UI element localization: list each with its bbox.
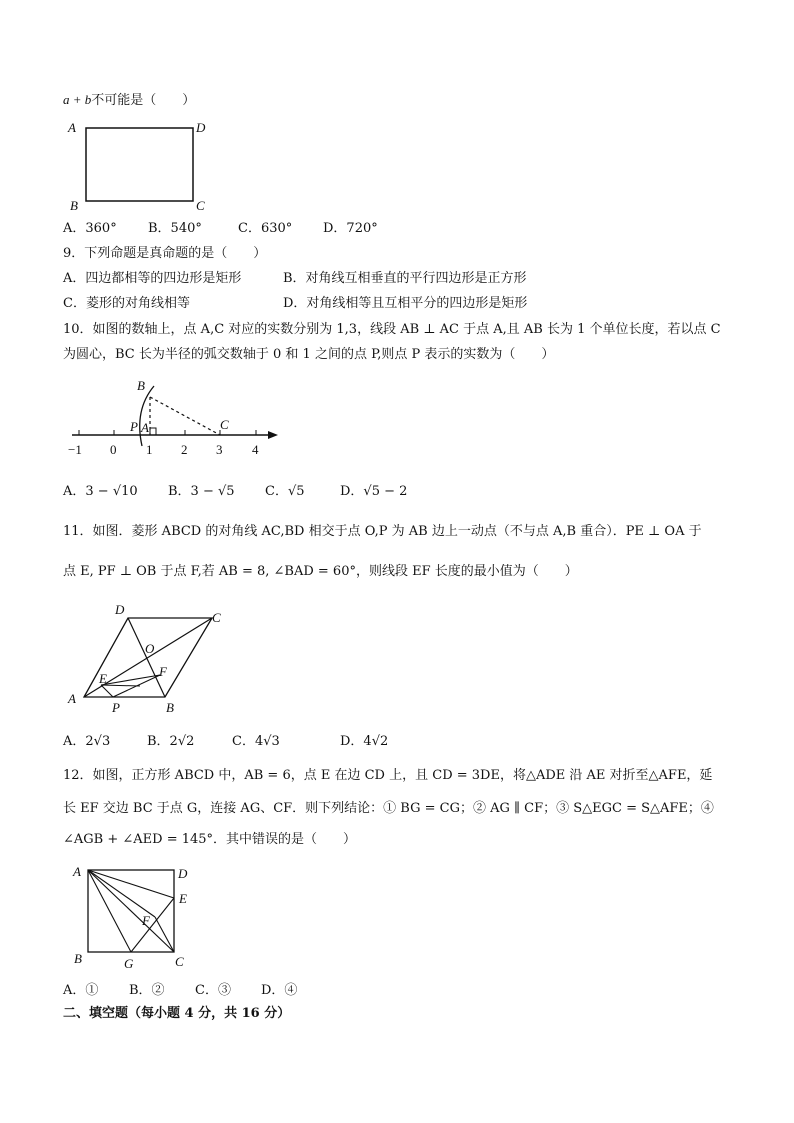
q10-tick-1: 1 bbox=[146, 442, 153, 457]
q9-option-b[interactable]: B．对角线互相垂直的平行四边形是正方形 bbox=[283, 271, 527, 286]
q12-option-a[interactable]: A．① bbox=[63, 983, 99, 998]
q12-label-d: D bbox=[178, 866, 188, 881]
q10-tick-4: 4 bbox=[252, 442, 259, 457]
q10-label-b: B bbox=[137, 378, 145, 393]
q8-option-d[interactable]: D．720° bbox=[323, 221, 378, 236]
q10-option-c[interactable]: C．√5 bbox=[265, 484, 305, 499]
q9-option-d[interactable]: D．对角线相等且互相平分的四边形是矩形 bbox=[283, 296, 528, 311]
q8-option-b[interactable]: B．540° bbox=[148, 221, 202, 236]
q9-stem: 9．下列命题是真命题的是（ ） bbox=[63, 246, 267, 261]
q12-label-c: C bbox=[175, 954, 184, 969]
q10-label-c: C bbox=[220, 417, 229, 432]
q8-label-b: B bbox=[70, 198, 78, 213]
q8-option-c[interactable]: C．630° bbox=[238, 221, 293, 236]
q10-label-a: A bbox=[141, 420, 149, 435]
q12-option-d[interactable]: D．④ bbox=[261, 983, 298, 998]
q11-label-a: A bbox=[68, 691, 76, 706]
q11-label-o: O bbox=[145, 641, 155, 656]
q10-option-d[interactable]: D．√5 − 2 bbox=[340, 484, 408, 499]
q12-option-b[interactable]: B．② bbox=[129, 983, 165, 998]
q8-label-d: D bbox=[196, 120, 206, 135]
q12-label-e: E bbox=[179, 891, 187, 906]
q10-stem-line1: 10．如图的数轴上，点 A,C 对应的实数分别为 1,3，线段 AB ⊥ AC 于点 A,且 AB 长为 1 个单位长度，若以点 C bbox=[63, 322, 721, 337]
q9-option-c[interactable]: C．菱形的对角线相等 bbox=[63, 296, 190, 311]
q10-option-b[interactable]: B．3 − √5 bbox=[168, 484, 235, 499]
q12-label-b: B bbox=[74, 951, 82, 966]
q10-label-p: P bbox=[130, 419, 138, 434]
q11-label-b: B bbox=[166, 700, 174, 715]
q8-stem-text: 不可能是（ ） bbox=[91, 93, 196, 108]
q11-label-d: D bbox=[115, 602, 125, 617]
q12-label-a: A bbox=[73, 864, 81, 879]
q11-option-a[interactable]: A．2√3 bbox=[63, 734, 111, 749]
q9-option-a[interactable]: A．四边都相等的四边形是矩形 bbox=[63, 271, 242, 286]
q12-stem-line1: 12．如图，正方形 ABCD 中，AB = 6，点 E 在边 CD 上，且 CD = 3DE，将△ADE 沿 AE 对折至△AFE，延 bbox=[63, 768, 713, 783]
q10-tick-3: 3 bbox=[216, 442, 223, 457]
q12-stem-line2: 长 EF 交边 BC 于点 G，连接 AG、CF．则下列结论：① BG = CG；② AG ∥ CF；③ S△EGC = S△AFE；④ bbox=[63, 801, 714, 816]
q8-label-a: A bbox=[68, 120, 76, 135]
q8-label-c: C bbox=[196, 198, 205, 213]
q11-option-c[interactable]: C．4√3 bbox=[232, 734, 280, 749]
q11-label-f: F bbox=[159, 664, 167, 679]
q10-option-a[interactable]: A．3 − √10 bbox=[63, 484, 138, 499]
section2-title: 二、填空题（每小题 4 分，共 16 分） bbox=[63, 1006, 291, 1021]
q8-option-a[interactable]: A．360° bbox=[63, 221, 117, 236]
q11-option-d[interactable]: D．4√2 bbox=[340, 734, 389, 749]
q11-label-p: P bbox=[112, 700, 120, 715]
q8-stem-math: a + b bbox=[63, 92, 92, 107]
q10-tick-0: 0 bbox=[110, 442, 117, 457]
q12-label-f: F bbox=[142, 913, 150, 928]
q12-label-g: G bbox=[124, 956, 134, 971]
q11-stem-line1: 11．如图．菱形 ABCD 的对角线 AC,BD 相交于点 O,P 为 AB 边上一动点（不与点 A,B 重合）．PE ⊥ OA 于 bbox=[63, 524, 702, 539]
q11-stem-line2: 点 E, PF ⊥ OB 于点 F,若 AB = 8, ∠BAD = 60°，则线段 EF 长度的最小值为（ ） bbox=[63, 564, 578, 579]
q10-tick-minus1: −1 bbox=[68, 442, 82, 457]
q10-tick-2: 2 bbox=[181, 442, 188, 457]
q11-label-c: C bbox=[212, 610, 221, 625]
q10-stem-line2: 为圆心，BC 长为半径的弧交数轴于 0 和 1 之间的点 P,则点 P 表示的实数为（ ） bbox=[63, 347, 555, 362]
q11-option-b[interactable]: B．2√2 bbox=[147, 734, 195, 749]
q12-stem-line3: ∠AGB + ∠AED = 145°．其中错误的是（ ） bbox=[63, 832, 357, 847]
q12-option-c[interactable]: C．③ bbox=[195, 983, 231, 998]
q11-label-e: E bbox=[99, 671, 107, 686]
